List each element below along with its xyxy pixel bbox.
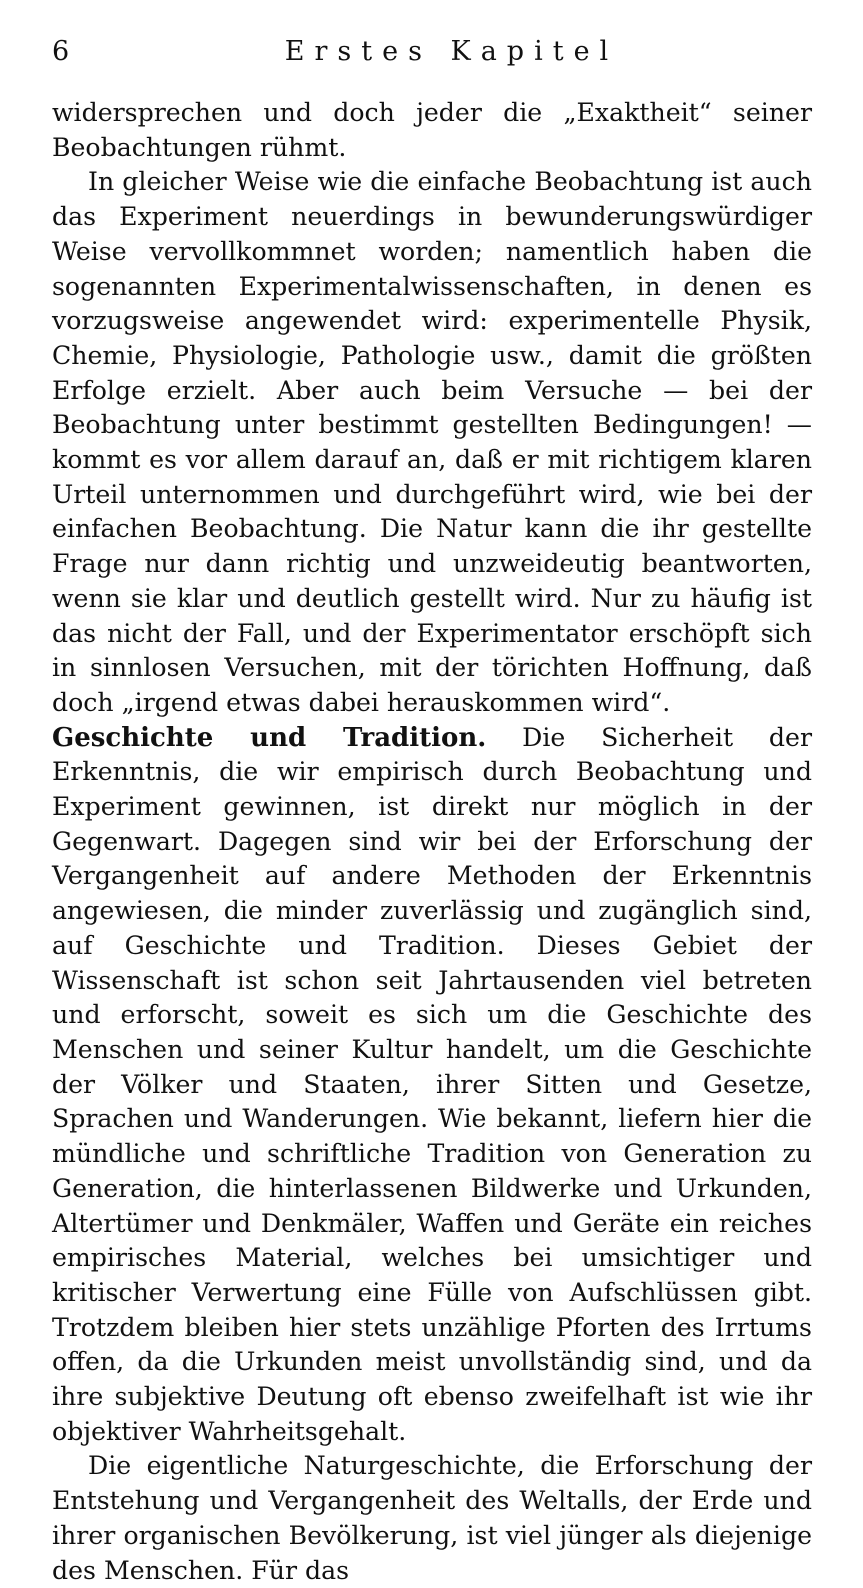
- section-heading: Geschichte und Tradition.: [52, 722, 487, 753]
- body-text: [52, 96, 812, 1588]
- running-head: [52, 32, 811, 72]
- paragraph-continuation: widersprechen und doch jeder die „Exaktheit“ seiner Beobachtungen rühmt.: [52, 98, 812, 162]
- paragraph-experiment: In gleicher Weise wie die einfache Beobachtung ist auch das Experiment neuerdings in bewunderungswürdiger Weise vervollkommnet worden; namentlich haben die sogenannten Experimentalwissenschaften, in denen es vorzugsweise angewendet wird: experimentelle Physik, Chemie, Physiologie, Pathologie usw., damit die größten Erfolge erzielt. Aber auch beim Versuche — bei der Beobachtung unter bestimmt gestellten Bedingungen! — kommt es vor allem darauf an, daß er mit richtigem klaren Urteil unternommen und durchgeführt wird, wie bei der einfachen Beobachtung. Die Natur kann die ihr gestellte Frage nur dann richtig und unzweideutig beantworten, wenn sie klar und deutlich gestellt wird. Nur zu häufig ist das nicht der Fall, und der Experimentator erschöpft sich in sinnlosen Versuchen, mit der törichten Hoffnung, daß doch „irgend etwas dabei herauskommen wird“.: [52, 167, 812, 717]
- paragraph-history-text: Die Sicherheit der Erkenntnis, die wir empirisch durch Beobachtung und Experiment gewinnen, ist direkt nur möglich in der Gegenwart. Dagegen sind wir bei der Erforschung der Vergangenheit auf andere Methoden der Erkenntnis angewiesen, die minder zuverlässig und zugänglich sind, auf Geschichte und Tradition. Dieses Gebiet der Wissenschaft ist schon seit Jahrtausenden viel betreten und erforscht, soweit es sich um die Geschichte des Menschen und seiner Kultur handelt, um die Geschichte der Völker und Staaten, ihrer Sitten und Gesetze, Sprachen und Wanderungen. Wie bekannt, liefern hier die mündliche und schriftliche Tradition von Generation zu Generation, die hinterlassenen Bildwerke und Urkunden, Altertümer und Denkmäler, Waffen und Geräte ein reiches empirisches Material, welches bei umsichtiger und kritischer Verwertung eine Fülle von Aufschlüssen gibt. Trotzdem bleiben hier stets unzählige Pforten des Irrtums offen, da die Urkunden meist unvollständig sind, und da ihre subjektive Deutung oft ebenso zweifelhaft ist wie ihr objektiver Wahrheitsgehalt.: [52, 722, 812, 1446]
- paragraph-natural-history: Die eigentliche Naturgeschichte, die Erforschung der Entstehung und Vergangenheit des Weltalls, der Erde und ihrer organischen Bevölkerung, ist viel jünger als diejenige des Menschen. Für das: [52, 1451, 812, 1585]
- running-title: Erstes Kapitel: [284, 36, 619, 67]
- page-number: 6: [52, 36, 70, 67]
- paragraph-history: [52, 721, 812, 1450]
